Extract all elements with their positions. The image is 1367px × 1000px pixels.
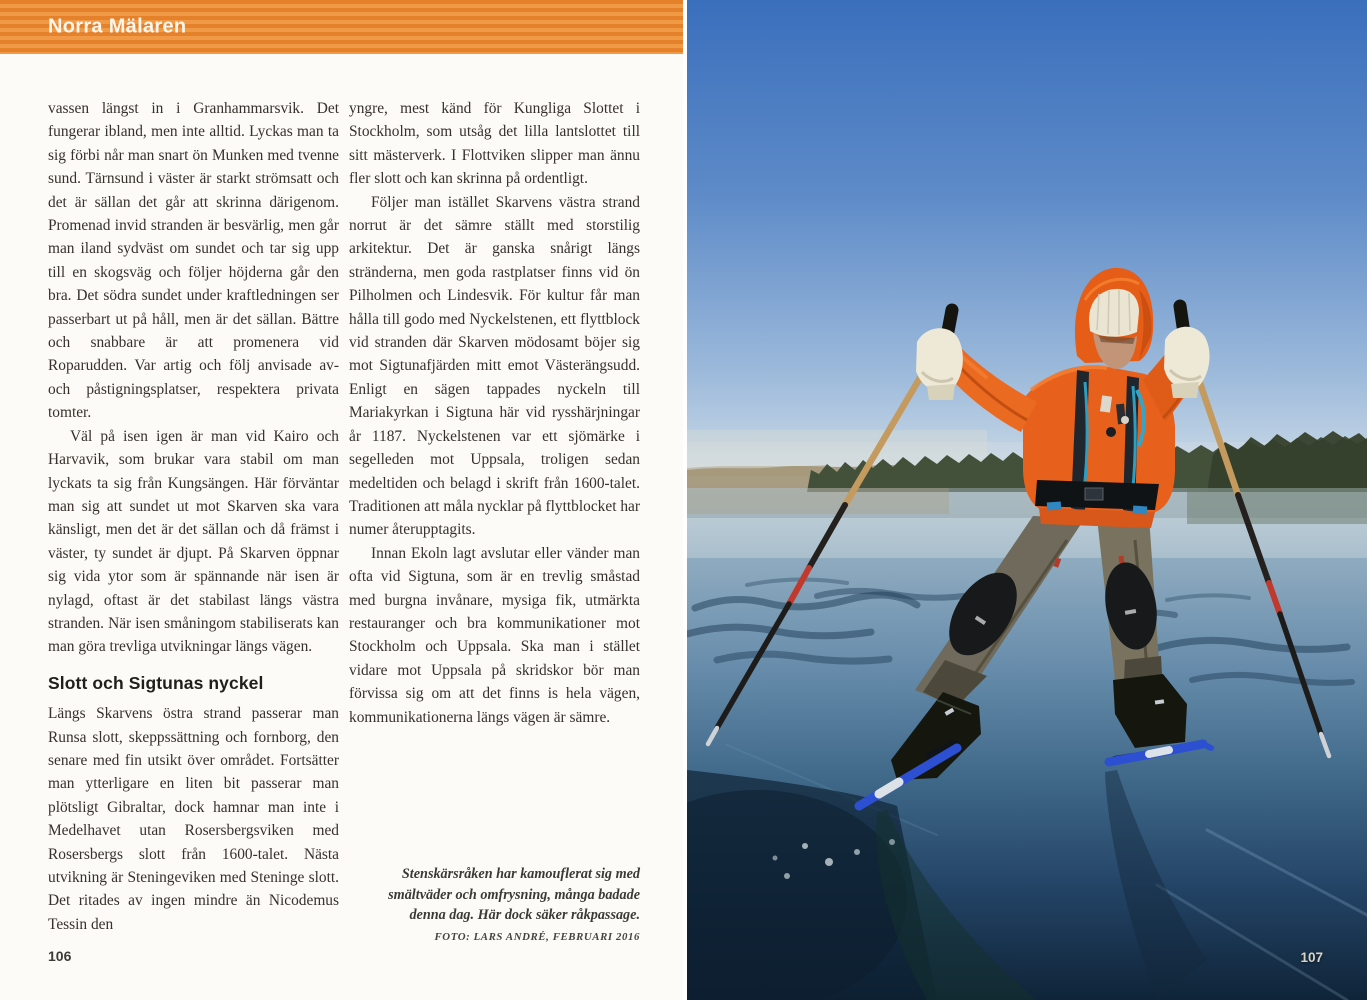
- left-page: [0, 0, 683, 1000]
- paragraph: Innan Ekoln lagt avslutar eller vänder man ofta vid Sigtuna, som är en trevlig småstad med burgna invånare, mysiga fik, utmärkta restauranger och bra kommunikationer mot Stockholm och Uppsala. Ska man i stället vidare mot Uppsala på skridskor bör man förvissa sig om att det finns is hela vägen, kommunikationerna längs vägen är sämre.: [349, 544, 640, 726]
- section-title: Norra Mälaren: [48, 15, 187, 38]
- page-number-right: 107: [1300, 950, 1323, 965]
- ice-skater-photo: [687, 0, 1367, 1000]
- text-column-right: [349, 97, 640, 729]
- text-column-left: [48, 97, 339, 936]
- page-number-left: 106: [48, 948, 72, 964]
- paragraph: yngre, mest känd för Kungliga Slottet i Stockholm, som utsåg det lilla lantslottet till sitt mästerverk. I Flottviken slipper man ännu fler slott och kan skrinna på ordentligt.: [349, 100, 640, 188]
- paragraph: vassen längst in i Granhammarsvik. Det fungerar ibland, men inte alltid. Lyckas man ta sig förbi når man snart ön Munken med tvenne sund. Tärnsund i väster är starkt strömsatt och det är sällan det går att skrinna därigenom. Promenad invid stranden är besvärlig, men går man iland sydväst om sundet och tar sig upp till en skogsväg och följer höjderna går den bra. Det södra sundet under kraftledningen ser passerbart ut på håll, men är det sällan. Bättre och snabbare är att promenera vid Roparudden. Var artig och följ anvisade av- och påstigningsplatser, respektera privata tomter.: [48, 100, 339, 422]
- paragraph: Följer man istället Skarvens västra strand norrut är det sämre ställt med storstilig arkitektur. Det är ganska snårigt längs stränderna, men goda rastplatser finns vid ön Pilholmen och Lindesvik. För kultur får man hålla till godo med Nyckelstenen, ett flyttblock vid stranden där Skarven mödosamt böjer sig mot Sigtunafjärden mitt emot Västerängsudd. Enligt en sägen tappades nyckeln till Mariakyrkan i Sigtuna här vid rysshärjningar år 1187. Nyckelstenen var ett sjömärke i segelleden mot Uppsala, troligen sedan medeltiden och belagd i skrift från 1600-talet. Traditionen att måla nycklar på flyttblocket har numer återupptagits.: [349, 193, 640, 539]
- photo-illustration: [687, 0, 1367, 1000]
- subheading: Slott och Sigtunas nyckel: [48, 672, 264, 693]
- photo-caption: [350, 864, 640, 943]
- caption-text: Stenskärsråken har kamouflerat sig med smältväder och omfrysning, många badade denna dag. Här dock säker råkpassage.: [388, 866, 640, 923]
- paragraph: Väl på isen igen är man vid Kairo och Harvavik, som brukar vara stabil om man lyckats ta sig från Kungsängen. Här förväntar man sig att sundet ut mot Skarven ska vara känsligt, men det är det sällan och då främst i väster, ty sundet är djupt. På Skarven öppnar sig vida ytor som är spännande när isen är nylagd, oftast är det stabilast längs västra stranden. När isen småningom stabiliserats kan man göra trevliga utvikningar längs vägen.: [48, 427, 339, 656]
- photo-credit: FOTO: LARS ANDRÉ, FEBRUARI 2016: [434, 930, 640, 943]
- section-banner: [0, 0, 683, 54]
- paragraph: Längs Skarvens östra strand passerar man Runsa slott, skeppssättning och fornborg, den senare med fin utsikt över området. Fortsätter man ytterligare en liten bit passerar man plötsligt Gibraltar, dock hamnar man inte i Medelhavet utan Rosersbergsviken med Rosersbergs slott från 1600-talet. Nästa utvikning är Steningeviken med Steninge slott. Det ritades av ingen mindre än Nicodemus Tessin den: [48, 705, 339, 933]
- right-page: [687, 0, 1367, 1000]
